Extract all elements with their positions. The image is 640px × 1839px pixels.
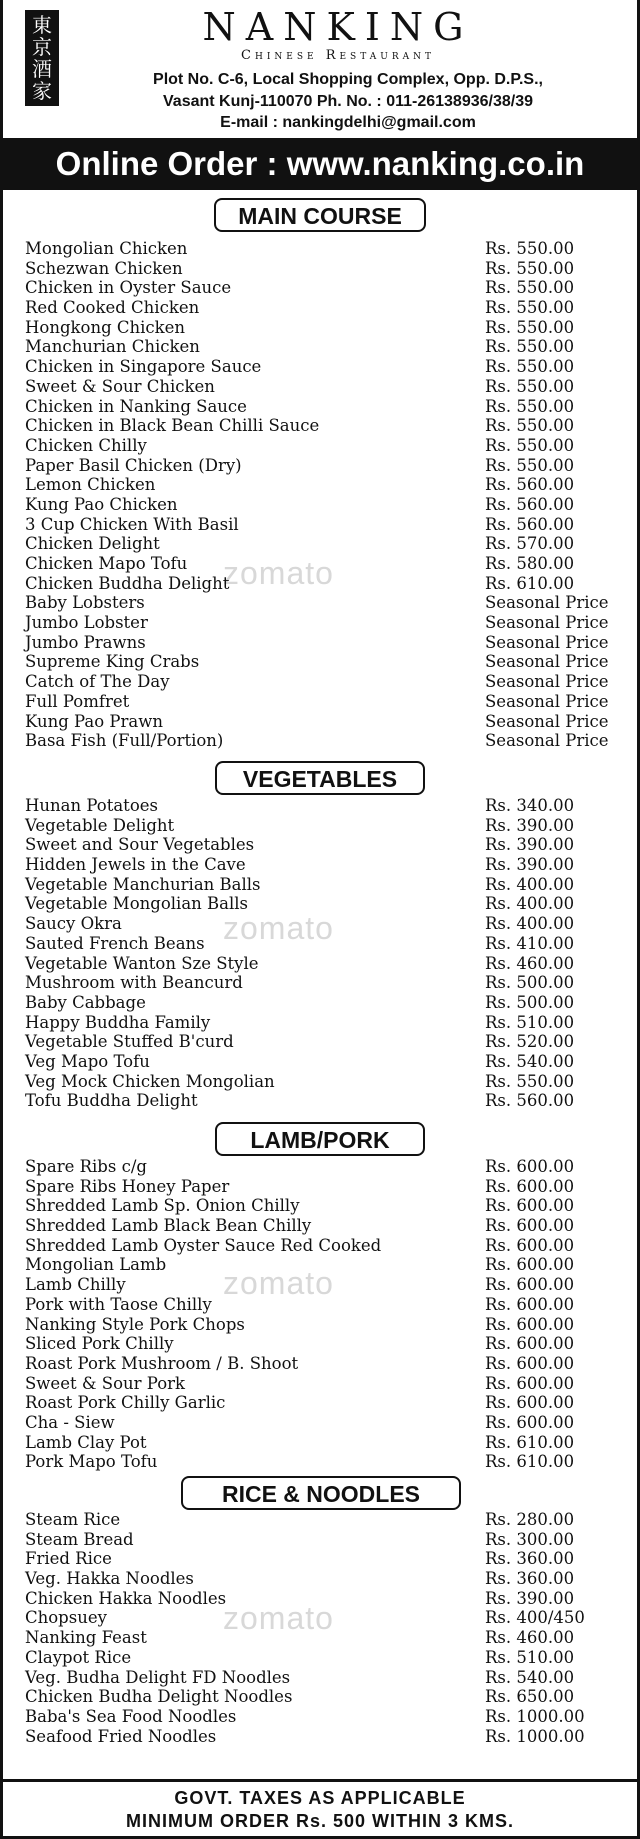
menu-item-name: Cha - Siew (25, 1412, 115, 1432)
menu-item-name: Veg. Hakka Noodles (25, 1569, 194, 1589)
menu-item-price: Seasonal Price (485, 731, 609, 751)
menu-item-price: Rs. 390.00 (485, 855, 575, 875)
restaurant-logo (25, 10, 59, 106)
menu-item-price: Rs. 600.00 (485, 1176, 575, 1196)
menu-item (25, 534, 625, 554)
menu-item-name: Spare Ribs Honey Paper (25, 1176, 230, 1196)
menu-item-name: Hunan Potatoes (25, 796, 158, 815)
menu-item-price: Rs. 280.00 (485, 1510, 575, 1529)
menu-item-name: Vegetable Delight (25, 815, 175, 835)
menu-item (25, 875, 625, 895)
section-heading-rice-noodles: RICE & NOODLES (181, 1476, 461, 1510)
menu-item-name: Chicken Chilly (25, 435, 147, 455)
menu-item-price: Seasonal Price (485, 672, 609, 692)
menu-item (25, 515, 625, 535)
footer-minimum-order: MINIMUM ORDER Rs. 500 WITHIN 3 KMS. (125, 1811, 515, 1831)
menu-item-name: Schezwan Chicken (25, 258, 183, 278)
brand-subtitle: Chinese Restaurant (241, 48, 435, 63)
menu-item-price: Seasonal Price (485, 613, 609, 633)
menu-item-name: Manchurian Chicken (25, 337, 200, 357)
menu-item-price: Rs. 550.00 (485, 317, 575, 337)
menu-item-price: Rs. 560.00 (485, 475, 575, 495)
menu-item-name: Seafood Fried Noodles (25, 1726, 217, 1746)
menu-item (25, 1032, 625, 1052)
address-line-1: Plot No. C-6, Local Shopping Complex, Opp. D.P.S., (153, 71, 543, 88)
menu-item (25, 1549, 625, 1569)
menu-item (25, 1196, 625, 1216)
menu-item-price: Rs. 610.00 (485, 1452, 575, 1472)
menu-item-price: Rs. 550.00 (485, 298, 575, 318)
menu-item-price: Rs. 300.00 (485, 1529, 575, 1549)
menu-item (25, 1687, 625, 1707)
menu-item (25, 495, 625, 515)
menu-item-name: Baba's Sea Food Noodles (25, 1706, 237, 1726)
menu-item (25, 712, 625, 732)
menu-item-name: Nanking Style Pork Chops (25, 1314, 245, 1334)
menu-item (25, 397, 625, 417)
menu-item-name: Nanking Feast (25, 1628, 147, 1648)
menu-item-price: Rs. 550.00 (485, 258, 575, 278)
menu-item-price: Rs. 360.00 (485, 1569, 575, 1589)
menu-item-price: Rs. 600.00 (485, 1334, 575, 1354)
menu-item-name: Veg. Budha Delight FD Noodles (25, 1667, 291, 1687)
menu-item (25, 456, 625, 476)
menu-item-name: Sweet & Sour Pork (25, 1373, 186, 1393)
menu-item-price: Rs. 390.00 (485, 835, 575, 855)
menu-item-name: Roast Pork Chilly Garlic (25, 1393, 226, 1413)
menu-item-name: Shredded Lamb Oyster Sauce Red Cooked (25, 1235, 382, 1255)
menu-item (25, 1354, 625, 1374)
menu-item-price: Rs. 550.00 (485, 357, 575, 377)
menu-item-price: Rs. 580.00 (485, 554, 575, 573)
menu-item-price: Rs. 600.00 (485, 1294, 575, 1314)
menu-item-price: Rs. 1000.00 (485, 1706, 585, 1726)
menu-item (25, 894, 625, 914)
menu-item-name: Shredded Lamb Sp. Onion Chilly (25, 1196, 300, 1216)
menu-item-price: Rs. 400/450 (485, 1608, 585, 1628)
menu-item (25, 554, 625, 574)
address-line-2: Vasant Kunj-110070 Ph. No. : 011-26138936/38/39 (163, 93, 533, 110)
menu-item-price: Rs. 600.00 (485, 1353, 575, 1373)
menu-item (25, 633, 625, 653)
menu-item-price: Rs. 550.00 (485, 239, 575, 258)
menu-item-name: Vegetable Manchurian Balls (25, 874, 261, 894)
menu-item (25, 318, 625, 338)
menu-item-price: Rs. 340.00 (485, 796, 575, 815)
menu-item-name: Claypot Rice (25, 1647, 132, 1667)
menu-item (25, 1727, 625, 1747)
main-course-list (25, 239, 625, 751)
menu-item-price: Rs. 600.00 (485, 1314, 575, 1334)
watermark: zomato (223, 555, 334, 591)
menu-item-price: Rs. 600.00 (485, 1235, 575, 1255)
menu-item-name: Chicken Mapo Tofu (25, 554, 188, 573)
menu-item-name: Jumbo Prawns (25, 632, 146, 652)
menu-item-price: Rs. 400.00 (485, 914, 575, 934)
menu-item-price: Rs. 600.00 (485, 1216, 575, 1236)
menu-item-price: Rs. 600.00 (485, 1196, 575, 1216)
menu-item (25, 672, 625, 692)
menu-item-price: Rs. 400.00 (485, 894, 575, 914)
menu-item (25, 731, 625, 751)
vegetables-list (25, 796, 625, 1111)
menu-item-price: Rs. 460.00 (485, 953, 575, 973)
menu-item (25, 613, 625, 633)
menu-item-name: Steam Bread (25, 1529, 134, 1549)
menu-item-name: Mushroom with Beancurd (25, 973, 243, 993)
menu-item (25, 1569, 625, 1589)
menu-item-name: Kung Pao Prawn (25, 711, 163, 731)
menu-item-name: Veg Mock Chicken Mongolian (25, 1071, 275, 1091)
menu-item (25, 855, 625, 875)
rice-noodles-list (25, 1510, 625, 1746)
menu-item-name: Lamb Clay Pot (25, 1432, 147, 1452)
menu-item-price: Rs. 550.00 (485, 396, 575, 416)
logo-char: 酒 (32, 57, 52, 81)
menu-item-price: Rs. 610.00 (485, 1432, 575, 1452)
email-line: E-mail : nankingdelhi@gmail.com (220, 114, 476, 131)
menu-item (25, 816, 625, 836)
menu-item-name: Baby Cabbage (25, 992, 146, 1012)
menu-item (25, 954, 625, 974)
menu-item-price: Seasonal Price (485, 632, 609, 652)
menu-item-price: Rs. 500.00 (485, 992, 575, 1012)
menu-item (25, 973, 625, 993)
menu-item-name: Fried Rice (25, 1549, 112, 1569)
menu-item-price: Rs. 570.00 (485, 534, 575, 554)
menu-item (25, 993, 625, 1013)
menu-item-name: Tofu Buddha Delight (25, 1091, 198, 1111)
menu-item (25, 914, 625, 934)
menu-item (25, 1255, 625, 1275)
watermark: zomato (223, 910, 334, 946)
menu-item-price: Rs. 400.00 (485, 874, 575, 894)
menu-item (25, 1530, 625, 1550)
menu-item-name: Pork with Taose Chilly (25, 1294, 212, 1314)
menu-item-name: Lamb Chilly (25, 1275, 126, 1295)
menu-item-price: Rs. 600.00 (485, 1393, 575, 1413)
menu-item (25, 1091, 625, 1111)
menu-item (25, 377, 625, 397)
menu-item-price: Rs. 600.00 (485, 1373, 575, 1393)
menu-item-price: Rs. 600.00 (485, 1275, 575, 1295)
menu-item-price: Rs. 1000.00 (485, 1726, 585, 1746)
menu-item-price: Rs. 390.00 (485, 815, 575, 835)
menu-item (25, 1393, 625, 1413)
menu-item (25, 574, 625, 594)
menu-item-name: Basa Fish (Full/Portion) (25, 731, 224, 751)
menu-item (25, 1413, 625, 1433)
menu-item (25, 357, 625, 377)
menu-item (25, 1295, 625, 1315)
menu-item (25, 1177, 625, 1197)
menu-item-name: Chicken in Nanking Sauce (25, 396, 247, 416)
menu-item-name: Catch of The Day (25, 672, 170, 692)
section-heading-main-course: MAIN COURSE (214, 198, 426, 232)
menu-item (25, 1072, 625, 1092)
menu-item-name: Chicken in Singapore Sauce (25, 357, 262, 377)
menu-item-name: Sweet & Sour Chicken (25, 376, 215, 396)
menu-item-name: Happy Buddha Family (25, 1012, 211, 1032)
watermark: zomato (223, 1265, 334, 1301)
menu-item-price: Seasonal Price (485, 691, 609, 711)
menu-item-price: Rs. 460.00 (485, 1628, 575, 1648)
menu-item (25, 239, 625, 259)
menu-item-name: Sweet and Sour Vegetables (25, 835, 255, 855)
menu-item-name: Full Pomfret (25, 691, 130, 711)
menu-item-price: Rs. 550.00 (485, 416, 575, 436)
menu-item-name: Baby Lobsters (25, 593, 145, 613)
section-heading-lamb-pork: LAMB/PORK (215, 1122, 425, 1156)
menu-item (25, 475, 625, 495)
menu-item (25, 337, 625, 357)
menu-item-name: 3 Cup Chicken With Basil (25, 514, 239, 534)
logo-char: 東 (32, 13, 52, 37)
menu-item-price: Rs. 610.00 (485, 573, 575, 593)
menu-item (25, 1628, 625, 1648)
menu-item (25, 1510, 625, 1530)
menu-item-name: Roast Pork Mushroom / B. Shoot (25, 1353, 299, 1373)
menu-item (25, 1315, 625, 1335)
menu-item (25, 1668, 625, 1688)
menu-item-name: Veg Mapo Tofu (25, 1051, 150, 1071)
menu-item (25, 1433, 625, 1453)
menu-item-name: Kung Pao Chicken (25, 494, 178, 514)
menu-item-price: Rs. 550.00 (485, 1071, 575, 1091)
menu-item-price: Rs. 510.00 (485, 1012, 575, 1032)
menu-item-price: Rs. 500.00 (485, 973, 575, 993)
menu-item-name: Hidden Jewels in the Cave (25, 855, 246, 875)
menu-item (25, 1707, 625, 1727)
menu-item-name: Lemon Chicken (25, 475, 156, 495)
menu-item-price: Rs. 540.00 (485, 1051, 575, 1071)
menu-item-price: Rs. 550.00 (485, 376, 575, 396)
menu-item (25, 1589, 625, 1609)
watermark: zomato (223, 1600, 334, 1636)
menu-item (25, 1157, 625, 1177)
footer-taxes: GOVT. TAXES AS APPLICABLE (174, 1788, 466, 1808)
menu-item-name: Jumbo Lobster (25, 613, 148, 633)
menu-item (25, 436, 625, 456)
menu-item-name: Sliced Pork Chilly (25, 1334, 174, 1354)
logo-char: 京 (32, 35, 52, 59)
menu-item (25, 796, 625, 816)
menu-item (25, 298, 625, 318)
menu-item-name: Chicken Budha Delight Noodles (25, 1687, 293, 1707)
menu-item-name: Spare Ribs c/g (25, 1157, 147, 1176)
menu-item-name: Vegetable Wanton Sze Style (25, 953, 259, 973)
menu-item (25, 1013, 625, 1033)
menu-item-name: Vegetable Mongolian Balls (25, 894, 249, 914)
menu-item-name: Hongkong Chicken (25, 317, 186, 337)
menu-item-name: Shredded Lamb Black Bean Chilly (25, 1216, 312, 1236)
menu-item-price: Rs. 560.00 (485, 1091, 575, 1111)
menu-item (25, 1216, 625, 1236)
online-order-banner: Online Order : www.nanking.co.in (3, 138, 637, 190)
menu-item-name: Chicken Delight (25, 534, 160, 554)
menu-item-name: Vegetable Stuffed B'curd (25, 1032, 234, 1052)
menu-item-name: Mongolian Lamb (25, 1255, 167, 1275)
section-heading-vegetables: VEGETABLES (215, 761, 425, 795)
menu-item-price: Rs. 510.00 (485, 1647, 575, 1667)
menu-item-name: Paper Basil Chicken (Dry) (25, 455, 242, 475)
menu-item-price: Rs. 520.00 (485, 1032, 575, 1052)
menu-item (25, 835, 625, 855)
menu-item-price: Rs. 540.00 (485, 1667, 575, 1687)
menu-item-price: Rs. 650.00 (485, 1687, 575, 1707)
menu-item-price: Rs. 600.00 (485, 1255, 575, 1275)
menu-item-price: Rs. 550.00 (485, 337, 575, 357)
menu-item-name: Chicken Buddha Delight (25, 573, 230, 593)
menu-item (25, 1334, 625, 1354)
menu-item (25, 1452, 625, 1472)
menu-item-price: Rs. 550.00 (485, 435, 575, 455)
menu-item-name: Saucy Okra (25, 914, 122, 934)
menu-item-name: Mongolian Chicken (25, 239, 188, 258)
menu-item-price: Rs. 600.00 (485, 1157, 575, 1176)
menu-item-name: Steam Rice (25, 1510, 121, 1529)
menu-item-price: Rs. 550.00 (485, 278, 575, 298)
menu-item (25, 278, 625, 298)
menu-item-price: Rs. 390.00 (485, 1588, 575, 1608)
menu-item-price: Rs. 360.00 (485, 1549, 575, 1569)
brand-name: NANKING (202, 5, 474, 49)
menu-item (25, 259, 625, 279)
menu-item (25, 1374, 625, 1394)
menu-item-name: Chopsuey (25, 1608, 107, 1628)
menu-item-price: Rs. 410.00 (485, 933, 575, 953)
menu-item (25, 1275, 625, 1295)
footer-divider (3, 1779, 637, 1782)
lamb-pork-list (25, 1157, 625, 1472)
menu-item-name: Sauted French Beans (25, 933, 205, 953)
header (3, 0, 637, 131)
menu-item-name: Chicken Hakka Noodles (25, 1588, 227, 1608)
menu-item (25, 1648, 625, 1668)
menu-item (25, 1236, 625, 1256)
menu-item-name: Chicken in Oyster Sauce (25, 278, 232, 298)
menu-item-name: Supreme King Crabs (25, 652, 200, 672)
menu-item-price: Rs. 560.00 (485, 494, 575, 514)
menu-item (25, 692, 625, 712)
menu-item (25, 416, 625, 436)
menu-item-price: Rs. 550.00 (485, 455, 575, 475)
menu-item-price: Seasonal Price (485, 711, 609, 731)
menu-item-name: Red Cooked Chicken (25, 298, 200, 318)
menu-item-price: Rs. 600.00 (485, 1412, 575, 1432)
menu-item-name: Pork Mapo Tofu (25, 1452, 158, 1472)
menu-item-name: Chicken in Black Bean Chilli Sauce (25, 416, 320, 436)
logo-char: 家 (32, 79, 52, 103)
menu-item (25, 934, 625, 954)
menu-item-price: Seasonal Price (485, 593, 609, 613)
menu-item-price: Rs. 560.00 (485, 514, 575, 534)
menu-item-price: Seasonal Price (485, 652, 609, 672)
menu-item (25, 652, 625, 672)
menu-item (25, 593, 625, 613)
menu-item (25, 1608, 625, 1628)
menu-item (25, 1052, 625, 1072)
